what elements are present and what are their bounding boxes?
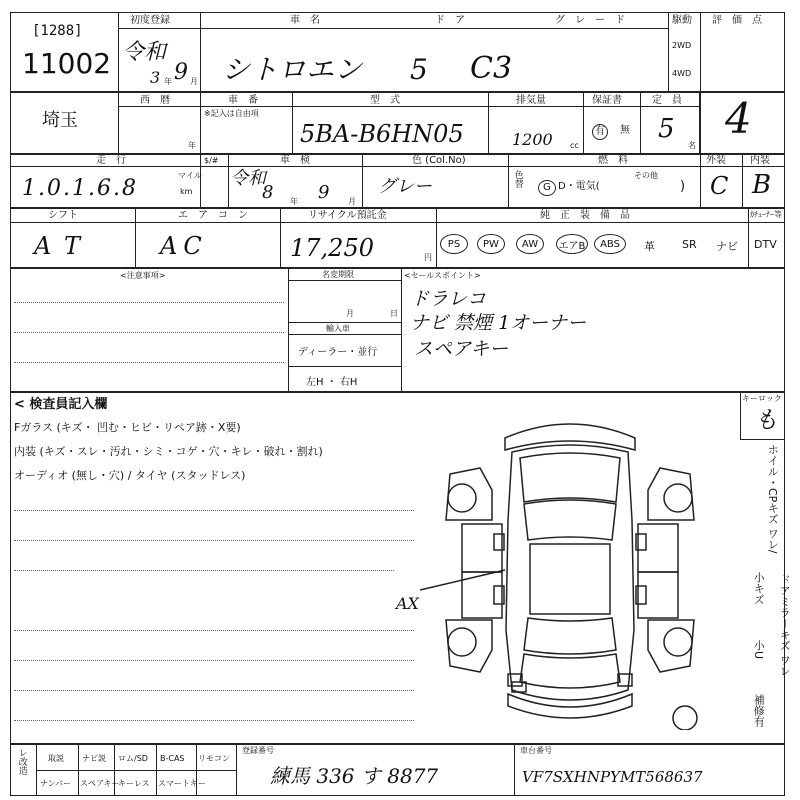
label-model-note: ※記入は自由項 [204, 109, 259, 118]
label-import: 輸入車 [326, 324, 350, 333]
fender-front-right [648, 468, 694, 520]
car-trunk [520, 654, 620, 688]
mileage: 1.0.1.6.8 [22, 176, 138, 201]
label-spare-key: スペアキー [80, 779, 120, 788]
label-recolor: 色替 [512, 170, 523, 188]
equip-ps: PS [440, 234, 468, 254]
fender-rear-right [648, 620, 694, 672]
keylock-mark: も [754, 406, 778, 434]
wheel-front-right [664, 484, 692, 512]
inspector-note: AX [396, 594, 419, 613]
label-interior: 内装 [750, 155, 770, 166]
legend-door-mirror: ドアミラーキズ ワレ [778, 574, 792, 677]
score-box [700, 92, 785, 154]
label-transfer: 名変期限 [322, 270, 354, 279]
interior-grade: B [752, 170, 772, 200]
label-score: 評 価 点 [712, 15, 762, 26]
label-manual: 取説 [48, 754, 64, 763]
row-equipment [10, 208, 785, 268]
label-number: ナンバー [40, 779, 72, 788]
spare-tire-circle [673, 706, 697, 730]
door-front-right [638, 524, 678, 572]
label-grade: グ レ ー ド [555, 15, 625, 26]
yen-unit: 円 [424, 253, 432, 262]
car-diagram [420, 410, 720, 730]
model-type: 5BA-B6HN05 [300, 120, 464, 148]
fuel-diesel-electric: D・電気( [558, 181, 600, 192]
fuel-close: ) [680, 179, 686, 194]
inspector-title: < 検査員記入欄 [14, 397, 108, 412]
label-recycle: リサイクル預託金 [308, 210, 387, 221]
label-month: 月 [346, 309, 354, 318]
label-caution: <注意事項> [120, 271, 166, 280]
dealer-parallel: ディーラー・並行 [298, 347, 378, 358]
inspection-era: 令和 [230, 168, 266, 189]
label-car-name: 車 名 [290, 15, 320, 26]
inspection-month: 9 [318, 182, 330, 203]
label-modified: レ改造 [16, 748, 27, 775]
wheel-front-left [448, 484, 476, 512]
label-equipment: 純 正 装 備 品 [540, 210, 630, 221]
inspector-line-1: Fガラス (キズ・ 凹む・ヒビ・リペア跡・X要) [14, 421, 241, 434]
legend-repair: 補修有 [752, 694, 766, 727]
inspection-year: 8 [262, 182, 274, 203]
first-reg-month-unit: 月 [190, 77, 198, 86]
equip-leather: 革 [644, 240, 655, 253]
equip-dtv: DTV [754, 238, 777, 251]
fuel-g: G [538, 180, 556, 196]
inspection-month-unit: 月 [348, 197, 356, 206]
label-day: 日 [390, 309, 398, 318]
door-count: 5 [410, 53, 428, 86]
label-keylock: キーロック [742, 394, 782, 403]
label-mileage: 走 行 [96, 155, 126, 166]
label-shift: シフト [48, 210, 78, 221]
displacement: 1200 [512, 130, 553, 149]
label-2wd: 2WD [672, 41, 692, 50]
car-rear-window [524, 618, 616, 654]
steering-side: 左H ・ 右H [306, 377, 358, 388]
registration-number: 練馬 336 す 8877 [270, 764, 439, 788]
wheel-rear-left [448, 628, 476, 656]
fuel-other: その他 [634, 171, 658, 180]
color: グレー [378, 176, 432, 197]
chassis-number: VF7SXHNPYMT568637 [522, 768, 703, 786]
equip-navi: ナビ [716, 240, 738, 253]
sales-point-2: ナビ 禁煙 1オーナー [410, 312, 587, 334]
warranty-no: 無 [620, 125, 630, 136]
label-sales-points: <セールスポイント> [404, 271, 481, 280]
capacity-unit: 名 [688, 141, 696, 150]
label-aircon: エ ア コ ン [178, 210, 248, 221]
first-reg-month: 9 [174, 60, 188, 85]
label-smart-key: スマートキー [158, 779, 206, 788]
door-front-left [462, 524, 502, 572]
fender-rear-left [446, 620, 492, 672]
label-bcas: B-CAS [160, 754, 185, 763]
car-rear-bumper [508, 694, 632, 718]
label-tuner: ｶﾁｭｰﾅｰ等 [750, 210, 782, 219]
label-remote: リモコン [198, 754, 230, 763]
exterior-grade: C [710, 172, 729, 200]
cc-unit: cc [570, 141, 579, 150]
lot-number: 11002 [22, 47, 112, 80]
legend-small-dent: 小U [752, 640, 766, 660]
label-displacement: 排気量 [516, 95, 546, 106]
equip-pw: PW [477, 234, 505, 254]
equip-airbag: エアB [556, 234, 588, 254]
capacity: 5 [658, 114, 675, 144]
warranty-yes: 有 [592, 124, 608, 140]
label-reg-number: 登録番号 [242, 746, 274, 755]
shift: AT [34, 232, 95, 260]
recycle-deposit: 17,250 [290, 234, 374, 262]
label-rom-sd: ロム/SD [118, 754, 148, 763]
mile-unit: マイル [178, 171, 202, 180]
inspector-line-3: オーディオ (無し・穴) / タイヤ (スタッドレス) [14, 469, 246, 482]
equip-aw: AW [516, 234, 544, 254]
prefecture: 埼玉 [42, 110, 78, 131]
equip-sunroof: SR [682, 238, 697, 251]
label-warranty: 保証書 [592, 95, 622, 106]
label-first-registration: 初度登録 [130, 15, 170, 26]
label-4wd: 4WD [672, 69, 692, 78]
aircon: AC [160, 232, 208, 260]
label-inspection: 車 検 [280, 155, 310, 166]
car-name: シトロエン [222, 53, 363, 86]
inspector-line-2: 内装 (キズ・スレ・汚れ・シミ・コゲ・穴・キレ・破れ・割れ) [14, 445, 323, 458]
door-rear-right [638, 572, 678, 618]
car-body-outline [506, 445, 634, 700]
car-front-bumper [505, 424, 635, 450]
label-seireki: 西 暦 [140, 95, 170, 106]
first-reg-year-unit: 年 [164, 77, 172, 86]
legend-wheel-cp: ホイル・CPキズ ワレ/ [766, 444, 780, 554]
label-color: 色 (Col.No) [412, 155, 466, 166]
label-fuel: 燃 料 [598, 155, 628, 166]
label-type: 型 式 [370, 95, 400, 106]
legend-small-scratch: 小キズ [752, 572, 766, 605]
inspection-year-unit: 年 [290, 197, 298, 206]
sales-point-1: ドラレコ [410, 288, 487, 310]
car-windshield [524, 500, 616, 540]
first-reg-era: 令和 [122, 40, 167, 65]
score-value: 4 [725, 94, 752, 143]
first-reg-year: 3 [150, 68, 161, 87]
fender-front-left [446, 468, 492, 520]
label-year-unit: 年 [188, 141, 196, 150]
label-keyless: キーレス [118, 779, 150, 788]
car-roof [530, 544, 610, 614]
wheel-rear-right [664, 628, 692, 656]
label-drive: 駆動 [672, 15, 692, 26]
label-model: 車 番 [228, 95, 258, 106]
lot-id: [1288] [32, 23, 83, 39]
label-navi-manual: ナビ説 [82, 754, 106, 763]
sales-point-3: スペアキー [414, 338, 509, 360]
label-door: ド ア [435, 15, 465, 26]
km-unit: km [180, 187, 193, 196]
car-hood [520, 453, 620, 502]
label-sw: $/# [204, 156, 219, 165]
equip-abs: ABS [594, 234, 626, 254]
label-capacity: 定 員 [652, 95, 682, 106]
label-exterior: 外装 [706, 155, 726, 166]
label-chassis: 車台番号 [520, 746, 552, 755]
grade: C3 [470, 51, 513, 86]
